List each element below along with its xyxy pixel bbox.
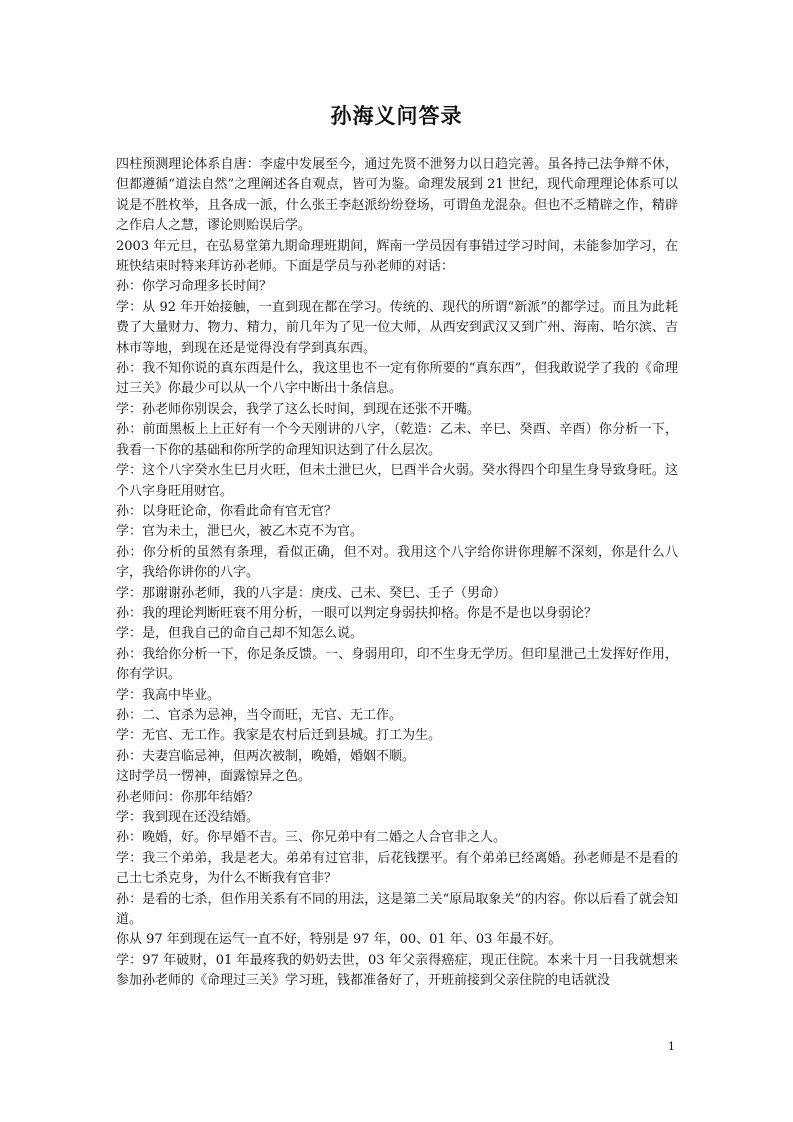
- paragraph: 孙：你学习命理多长时间？: [116, 279, 273, 295]
- document-body: [116, 155, 678, 992]
- paragraph: 学：我到现在还没结婚。: [116, 810, 260, 825]
- paragraph: 孙：前面黑板上上正好有一个今天刚讲的八字，（乾造：乙未、辛巳、癸酉、辛酉）你分析一下，我看一下你的基础和你所学的命理知识达到了什么层次。: [116, 422, 678, 458]
- page-number: 1: [668, 1040, 675, 1053]
- paragraph: 学：我高中毕业。: [116, 687, 221, 703]
- paragraph: 孙：我不知你说的真东西是什么，我这里也不一定有你所要的“真东西”，但我敢说学了我的《命理过三关》你最少可以从一个八字中断出十条信息。: [116, 361, 678, 397]
- paragraph: 学：是，但我自己的命自己却不知怎么说。: [116, 626, 364, 642]
- paragraph: 学：官为未土，泄巳火，被乙木克不为官。: [116, 524, 364, 540]
- paragraph: 孙：晚婚，好。你早婚不吉。三、你兄弟中有二婚之人合官非之人。: [116, 830, 507, 846]
- paragraph: 孙：我的理论判断旺衰不用分析，一眼可以判定身弱扶抑格。你是不是也以身弱论？: [116, 605, 598, 621]
- paragraph: 学：这个八字癸水生巳月火旺，但未土泄巳火，巳酉半合火弱。癸水得四个印星生身导致身旺。这个八字身旺用财官。: [116, 463, 678, 499]
- paragraph: 学：从 92 年开始接触，一直到现在都在学习。传统的、现代的所谓“新派”的都学过。而且为此耗费了大量财力、物力、精力，前几年为了见一位大师，从西安到武汉又到广州、海南、哈尔滨、吉林市等地，到现在还是觉得没有学到真东西。: [116, 299, 678, 356]
- paragraph: 孙：你分析的虽然有条理，看似正确，但不对。我用这个八字给你讲你理解不深刻，你是什么八字，我给你讲你的八字。: [116, 544, 678, 581]
- paragraph: 这时学员一愣神，面露惊异之色。: [116, 769, 312, 785]
- paragraph: 学：我三个弟弟，我是老大。弟弟有过官非，后花钱摆平。有个弟弟已经离婚。孙老师是不是看的己土七杀克身，为什么不断我有官非？: [116, 850, 678, 887]
- paragraph: 你从 97 年到现在运气一直不好，特别是 97 年，00、01 年、03 年最不好。: [116, 932, 562, 948]
- paragraph: 学：那谢谢孙老师，我的八字是：庚戌、己未、癸巳、壬子（男命）: [116, 585, 507, 601]
- paragraph: 2003 年元旦，在弘易堂第九期命理班期间，辉南一学员因有事错过学习时间，未能参加学习，在班快结束时特来拜访孙老师。下面是学员与孙老师的对话：: [116, 238, 678, 275]
- paragraph: 四柱预测理论体系自唐：李虚中发展至今，通过先贤不泄努力以日趋完善。虽各持己法争辩不休，但都遵循“道法自然”之理阐述各自观点，皆可为鉴。命理发展到 21 世纪，现代命理理论体系可以说是不胜枚举，且各成一派，什么张王李赵派纷纷登场，可谓鱼龙混杂。但也不乏精辟之作，精辟之作启人之慧，谬论则贻误后学。: [116, 157, 678, 234]
- paragraph: 孙：夫妻宫临忌神，但两次被制，晚婚，婚姻不顺。: [116, 748, 416, 764]
- paragraph: 学：无官、无工作。我家是农村后迁到县城。打工为生。: [116, 728, 442, 744]
- paragraph: 孙：二、官杀为忌神，当令而旺，无官、无工作。: [116, 707, 403, 723]
- paragraph: 孙：是看的七杀，但作用关系有不同的用法，这是第二关“原局取象关”的内容。你以后看了就会知道。: [116, 891, 678, 928]
- paragraph: 学：97 年破财，01 年最疼我的奶奶去世，03 年父亲得癌症，现正住院。本来十月一日我就想来参加孙老师的《命理过三关》学习班，钱都准备好了，开班前接到父亲住院的电话就没: [116, 952, 678, 989]
- paragraph: 学：孙老师你别误会，我学了这么长时间，到现在还张不开嘴。: [116, 401, 481, 417]
- paragraph: 孙：以身旺论命，你看此命有官无官？: [116, 503, 338, 519]
- document-title: 孙海义问答录: [330, 104, 463, 128]
- paragraph: 孙老师问：你那年结婚？: [116, 789, 260, 805]
- paragraph: 孙：我给你分析一下，你足条反馈。一、身弱用印，印不生身无学历。但印星泄己土发挥好作用，你有学识。: [116, 646, 678, 683]
